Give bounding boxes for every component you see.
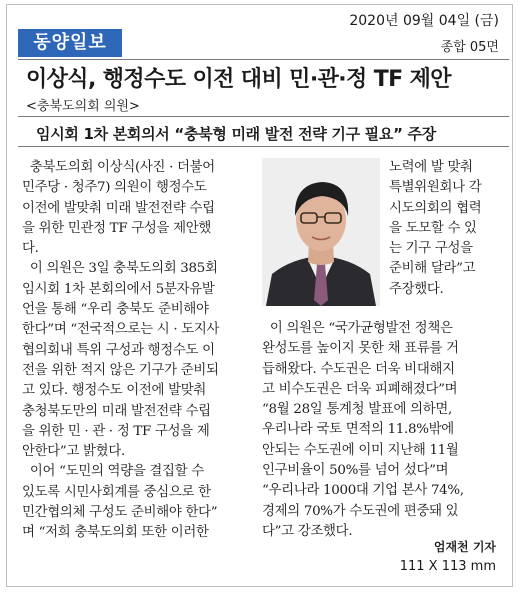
body-line: 안한다”고 밝혔다. [22,444,125,460]
section-tag: <충북도의회 의원> [26,99,140,114]
body-line: 특별위원회나 각 [389,180,482,196]
body-line: 고 있다. 행정수도 이전에 발맞춰 [22,383,207,399]
subheadline: 임시회 1차 본회의서 “충북형 미래 발전 전략 기구 필요” 주장 [36,125,436,143]
body-line: 언을 통해 “우리 충북도 준비해야 [22,302,209,318]
body-line: 이어 “도민의 역량을 결집할 수 [22,464,204,480]
page-number: 종합 05면 [440,40,499,55]
clipping-size: 111 X 113 mm [399,559,496,574]
body-line: 인구비율이 50%를 넘어 섰다”며 [262,463,449,479]
article-body-right-top [389,158,507,300]
publication-date: 2020년 09월 04일 (금) [349,13,499,29]
body-line: “우리나라 1000대 기업 본사 74%, [262,483,464,499]
portrait-photo [262,158,380,306]
body-line: 우리나라 국토 면적의 11.8%밖에 [262,422,454,438]
body-line: 경제의 70%가 수도권에 편중돼 있 [262,503,459,519]
body-line: “8월 28일 통계청 발표에 의하면, [262,402,452,418]
byline: 엄재천 기자 [433,540,496,554]
body-line: 주장했다. [389,281,444,297]
body-line: 이 의원은 3일 충북도의회 385회 [22,261,218,277]
subheadline-divider [18,146,509,147]
body-line: 이 의원은 “국가균형발전 정책은 [262,321,453,336]
body-line: 는 기구 구성을 [389,241,473,257]
body-line: 다. [22,241,39,257]
body-line: 며 “저희 충북도의회 또한 이러한 [22,525,209,541]
body-line: 노력에 발 맞춰 [389,160,473,175]
body-line: 듭해왔다. 수도권은 더욱 비대해지 [262,361,455,377]
body-line: 충청북도만의 미래 발전전략 수립 [22,403,211,419]
body-line: 전을 위한 적지 않은 기구가 준비되 [22,362,219,378]
body-line: 있도록 시민사회계를 중심으로 한 [22,484,211,500]
body-line: 을 위한 민관정 TF 구성을 제안했 [22,220,212,236]
body-line: 충북도의회 이상식(사진 · 더불어 [22,160,215,175]
body-line: 준비해 달라”고 [389,261,476,277]
body-line: 임시회 1차 본회의에서 5분자유발 [22,281,215,297]
article-body-left [22,158,250,544]
body-line: 한다”며 “전국적으로는 시 · 도지사 [22,322,220,338]
body-line: 을 도모할 수 있 [389,220,477,236]
body-line: 민간협의체 구성도 준비해야 한다” [22,505,218,521]
top-divider [18,59,509,60]
body-line: 완성도를 높이지 못한 채 표류를 거 [262,341,459,357]
body-line: 고 비수도권은 더욱 피폐해졌다”며 [262,381,458,397]
body-line: 민주당 · 청주7) 의원이 행정수도 [22,180,207,196]
headline-divider [18,116,509,117]
body-line: 이전에 발맞춰 미래 발전전략 수립 [22,200,215,216]
body-line: 을 위한 민 · 관 · 정 TF 구성을 제 [22,423,210,439]
body-line: 협의회내 특위 구성과 행정수도 이 [22,342,215,358]
person-portrait-icon [262,158,380,306]
body-line: 다”고 강조했다. [262,523,353,539]
headline: 이상식, 행정수도 이전 대비 민·관·정 TF 제안 [26,67,451,92]
body-line: 안되는 수도권에 이미 지난해 11월 [262,442,459,458]
body-line: 시도의회의 협력 [389,200,482,216]
newspaper-logo: 동양일보 [18,29,122,57]
article-body-right-bottom [262,319,507,542]
